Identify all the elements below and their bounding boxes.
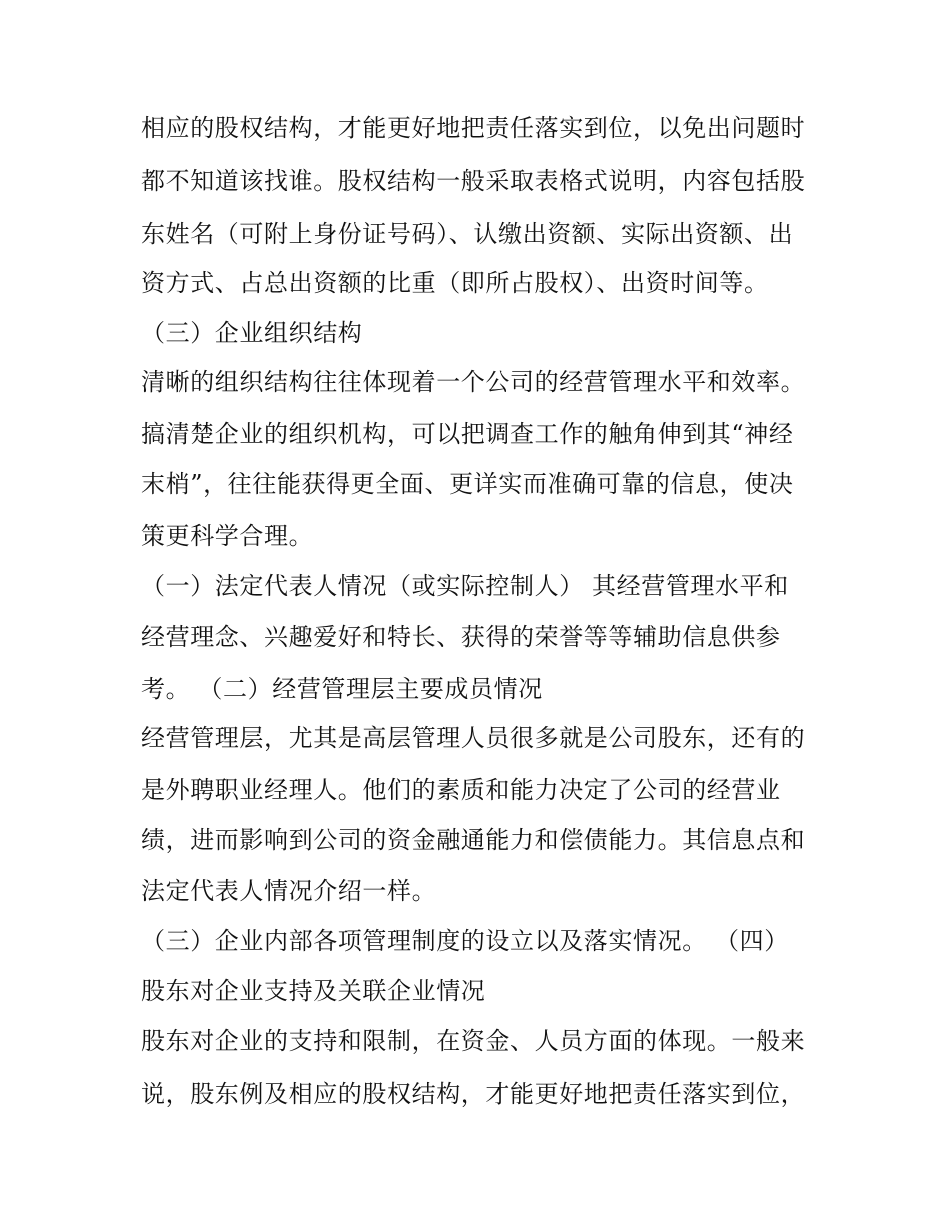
text-line: 末梢”，往往能获得更全面、更详实而准确可靠的信息，使决 [141, 470, 794, 498]
section-heading: （一）法定代表人情况（或实际控制人） 其经营管理水平和 [141, 572, 789, 600]
text-line: 法定代表人情况介绍一样。 [141, 877, 437, 905]
text-line: 绩，进而影响到公司的资金融通能力和偿债能力。其信息点和 [141, 826, 806, 854]
text-line: 资方式、占总出资额的比重（即所占股权）、出资时间等。 [141, 269, 769, 297]
text-line: 是外聘职业经理人。他们的素质和能力决定了公司的经营业 [141, 776, 781, 804]
text-line: 清晰的组织结构往往体现着一个公司的经营管理水平和效率。 [141, 368, 806, 396]
text-line: 策更科学合理。 [141, 522, 314, 550]
section-heading: 股东对企业支持及关联企业情况 [141, 977, 486, 1005]
text-line: 经营理念、兴趣爱好和特长、获得的荣誉等等辅助信息供参 [141, 623, 781, 651]
text-line: 相应的股权结构，才能更好地把责任落实到位，以免出问题时 [141, 114, 806, 142]
text-line: 股东对企业的支持和限制，在资金、人员方面的体现。一般来 [141, 1027, 806, 1055]
section-heading: 考。 （二）经营管理层主要成员情况 [141, 675, 543, 703]
text-line: 经营管理层，尤其是高层管理人员很多就是公司股东，还有的 [141, 724, 806, 752]
text-line: 都不知道该找谁。股权结构一般采取表格式说明，内容包括股 [141, 167, 806, 195]
section-heading: （三）企业组织结构 [141, 319, 363, 347]
text-line: 搞清楚企业的组织机构，可以把调查工作的触角伸到其“神经 [141, 420, 794, 448]
text-line: 说，股东例及相应的股权结构，才能更好地把责任落实到位， [141, 1080, 806, 1108]
text-line: 东姓名（可附上身份证号码）、认缴出资额、实际出资额、出 [141, 220, 794, 248]
section-heading: （三）企业内部各项管理制度的设立以及落实情况。 （四） [141, 927, 789, 955]
